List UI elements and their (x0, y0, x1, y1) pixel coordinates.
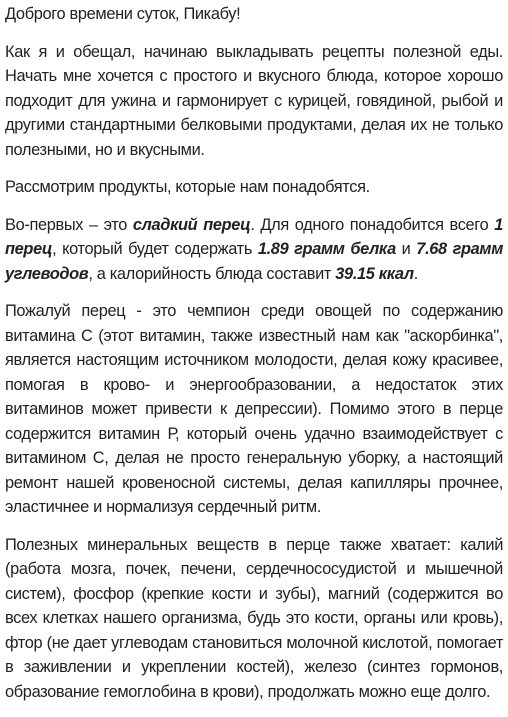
text-span: . Для одного понадобится всего (250, 215, 495, 234)
minerals-paragraph: Полезных минеральных веществ в перце также хватает: калий (работа мозга, почек, печени, сердечнососудистой и мышечной систем), фосфор (крепкие кости и зубы), магний (содержится во всех клетках нашего организма, будь это кости, органы или кровь), фтор (не дает углеводам становиться молочной кислотой, помогает в заживлении и укреплении костей), железо (синтез гормонов, образование гемоглобина в крови), продолжать можно еще долго. (5, 535, 503, 701)
text-span: , а калорийность блюда составит (88, 264, 336, 283)
text-span: . (413, 264, 418, 283)
highlight-protein: 1.89 грамм белка (257, 240, 396, 258)
pepper-nutrition-paragraph (5, 213, 503, 287)
products-intro-paragraph: Рассмотрим продукты, которые нам понадобятся. (5, 178, 370, 196)
article-body (5, 2, 503, 717)
text-span: Во-первых – это (5, 215, 133, 234)
text-span: и (395, 240, 417, 258)
highlight-calories: 39.15 ккал (335, 264, 414, 283)
text-span: , который будет содержать (52, 240, 258, 258)
highlight-carbs: 7.68 грамм углеводов (5, 240, 503, 283)
vitamins-paragraph: Пожалуй перец - это чемпион среди овощей по содержанию витамина С (этот витамин, также известный нам как "аскорбинка", является настоящим источником молодости, делая кожу красивее, помогая в крово- и энергообразовании, а недостаток этих витаминов может привести к депрессии). Помимо этого в перце содержится витамин Р, который очень удачно взаимодействует с витамином С, делая не просто генеральную уборку, а настоящий ремонт нашей кровеносной системы, делая капилляры прочнее, эластичнее и нормализуя сердечный ритм. (5, 302, 503, 516)
intro-paragraph: Как я и обещал, начинаю выкладывать рецепты полезной еды. Начать мне хочется с простого и вкусного блюда, которое хорошо подходит для ужина и гармонирует с курицей, говядиной, рыбой и другими стандартными белковыми продуктами, делая их не только полезными, но и вкусными. (5, 42, 503, 159)
highlight-quantity: 1 перец (5, 215, 503, 258)
highlight-ingredient: сладкий перец (132, 215, 251, 234)
greeting-text: Доброго времени суток, Пикабу! (5, 5, 241, 23)
